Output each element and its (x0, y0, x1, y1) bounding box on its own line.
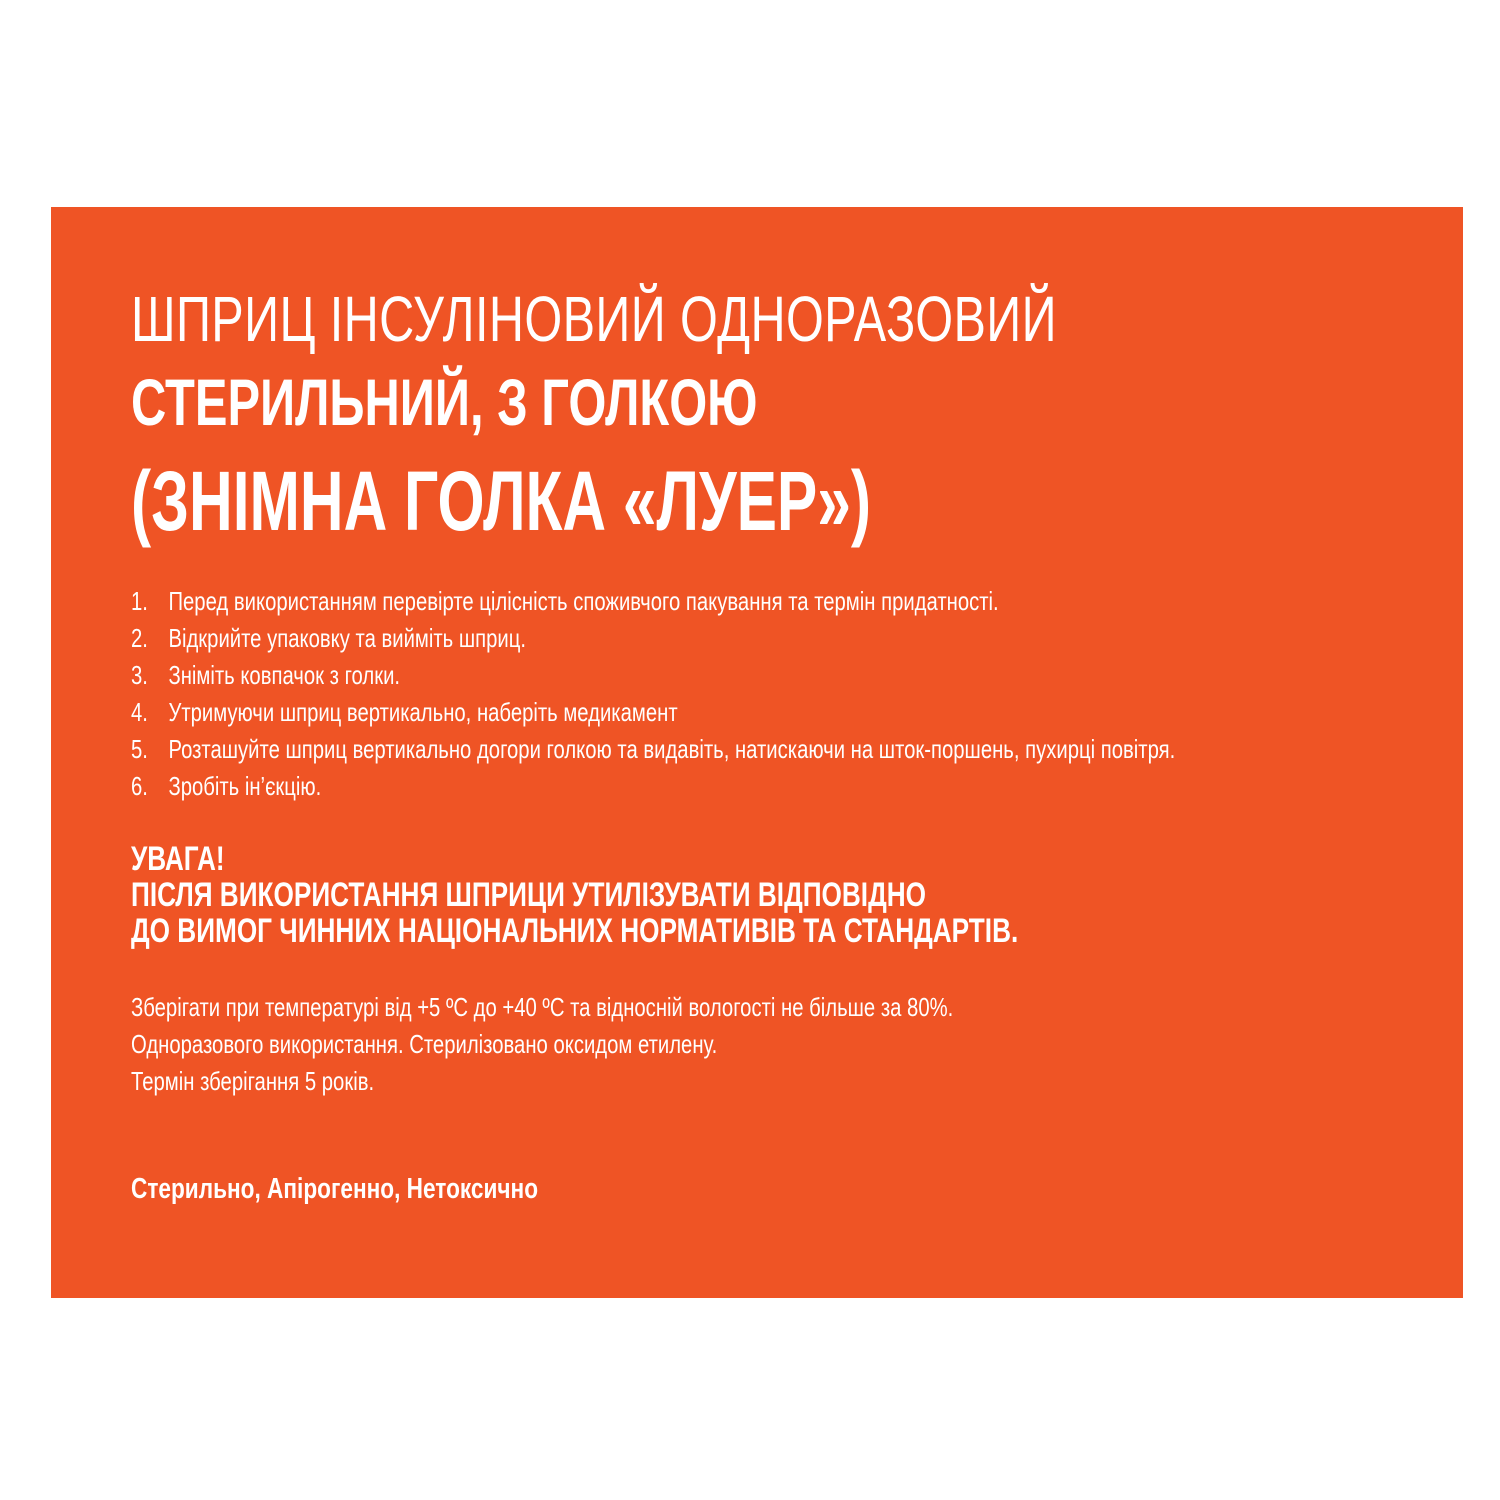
step-text: Утримуючи шприц вертикально, наберіть медикамент (168, 697, 678, 727)
warning-heading: УВАГА! (131, 840, 225, 878)
step-number: 1. (131, 586, 148, 616)
step-text: Розташуйте шприц вертикально догори голкою та видавіть, натискаючи на шток-поршень, пухирці повітря. (168, 734, 1176, 764)
step-text: Відкрийте упаковку та вийміть шприц. (168, 623, 526, 653)
storage-line: Одноразового використання. Стерилізовано оксидом етилену. (131, 1029, 718, 1059)
instruction-step (131, 657, 1175, 694)
storage-info (131, 989, 953, 1100)
instructions-list (131, 583, 1470, 805)
step-number: 5. (131, 734, 148, 764)
instruction-step (131, 583, 1175, 620)
step-text: Зніміть ковпачок з голки. (168, 660, 401, 690)
instruction-step (131, 694, 1175, 731)
title-line-1: ШПРИЦ ІНСУЛІНОВИЙ ОДНОРАЗОВИЙ (131, 283, 1057, 355)
storage-line: Термін зберігання 5 років. (131, 1066, 375, 1096)
product-properties: Стерильно, Апірогенно, Нетоксично (131, 1173, 539, 1205)
label-panel (51, 207, 1463, 1298)
step-number: 6. (131, 771, 148, 801)
storage-line: Зберігати при температурі від +5 ºC до +40 ºC та відносній вологості не більше за 80%. (131, 992, 954, 1022)
title-line-3: (ЗНІМНА ГОЛКА «ЛУЕР») (131, 454, 872, 548)
instruction-step (131, 731, 1175, 768)
instruction-step (131, 620, 1175, 657)
step-number: 4. (131, 697, 148, 727)
title-line-2: СТЕРИЛЬНИЙ, З ГОЛКОЮ (131, 365, 758, 439)
step-number: 2. (131, 623, 148, 653)
instruction-step (131, 768, 1175, 805)
step-text: Зробіть ін’єкцію. (168, 771, 322, 801)
warning-block (131, 841, 1018, 949)
step-text: Перед використанням перевірте цілісність споживчого пакування та термін придатності. (168, 586, 999, 616)
step-number: 3. (131, 660, 148, 690)
warning-line: ДО ВИМОГ ЧИННИХ НАЦІОНАЛЬНИХ НОРМАТИВІВ ТА СТАНДАРТІВ. (131, 912, 1019, 950)
warning-line: ПІСЛЯ ВИКОРИСТАННЯ ШПРИЦИ УТИЛІЗУВАТИ ВІДПОВІДНО (131, 876, 927, 914)
